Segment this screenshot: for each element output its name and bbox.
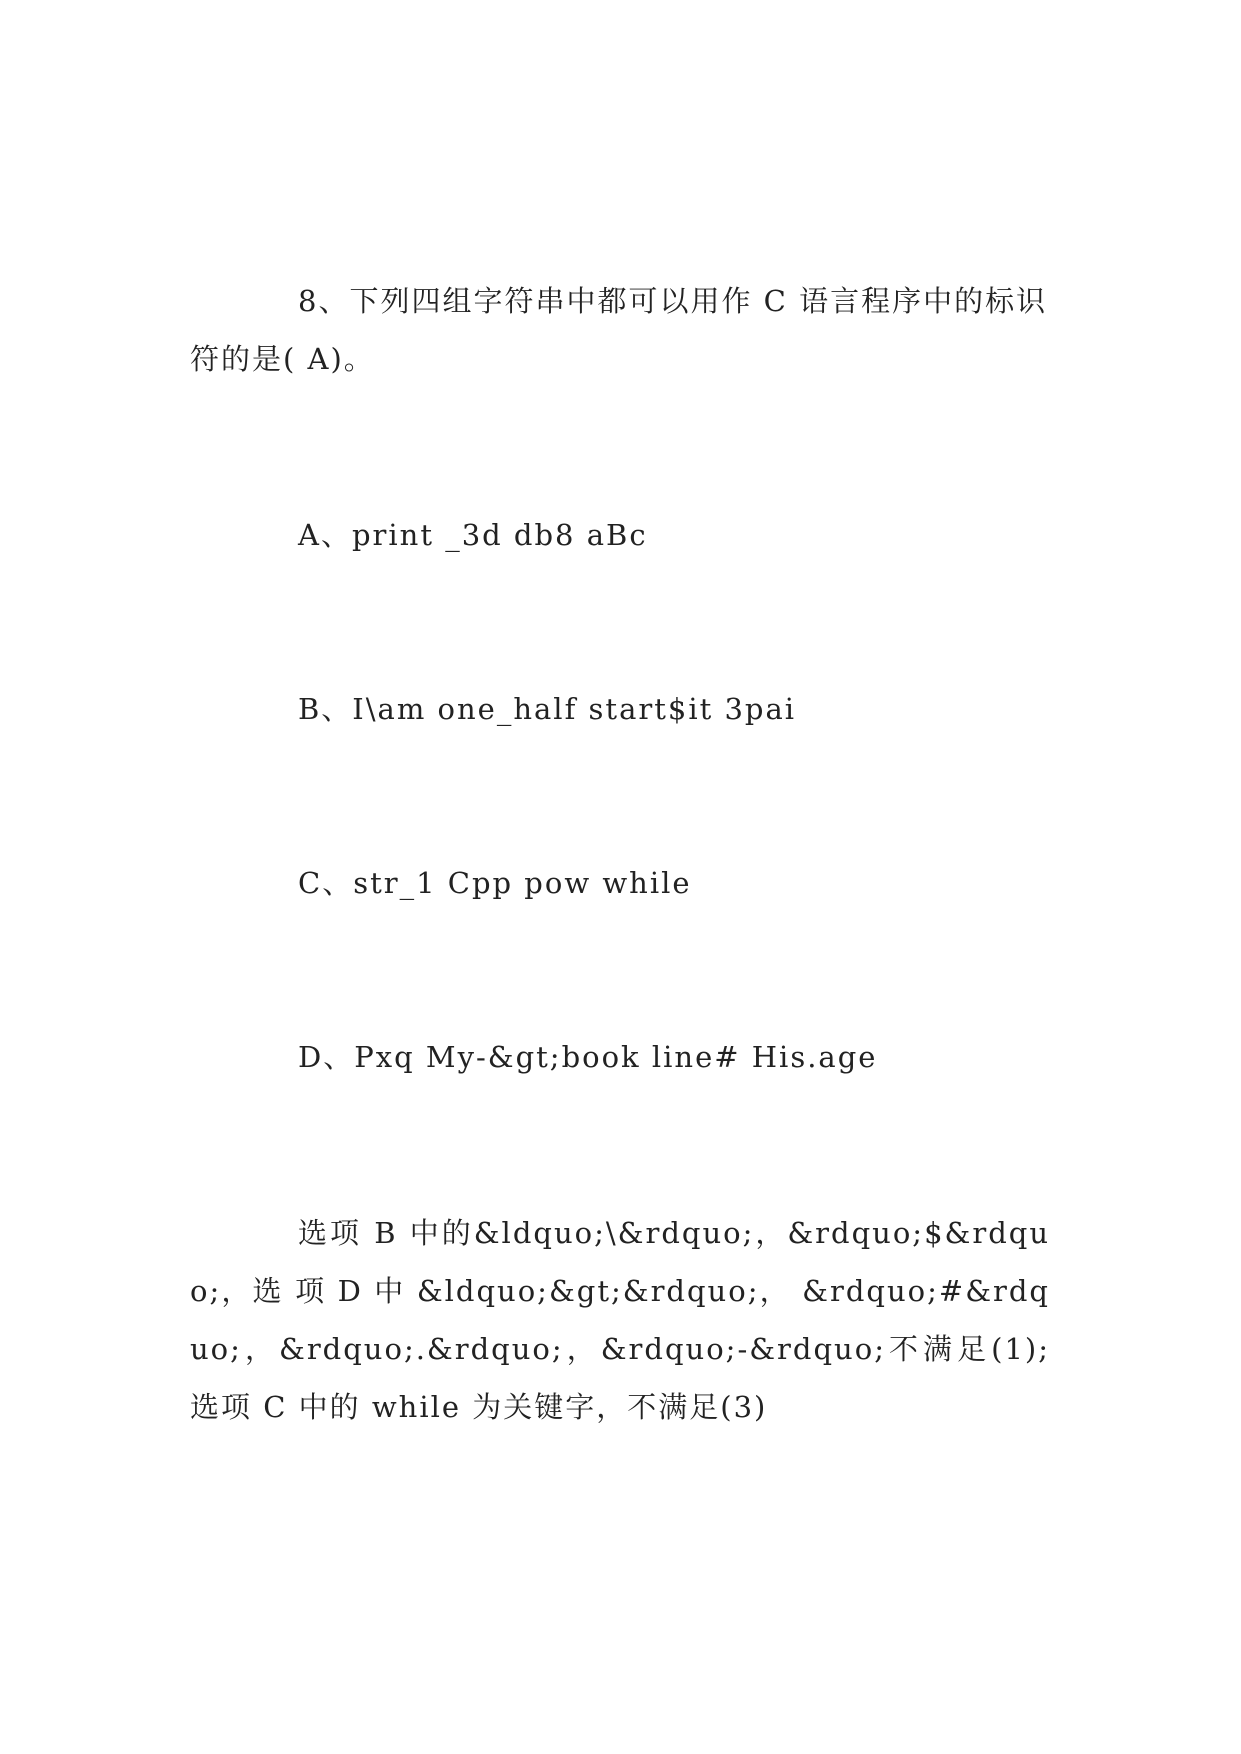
option-a: A、print _3d db8 aBc — [298, 518, 648, 552]
question-text: 8、下列四组字符串中都可以用作 C 语言程序中的标识符的是( A)。 — [190, 284, 1048, 376]
explanation-text: 选项 B 中的&ldquo;\&rdquo;，&rdquo;$&rdquo;，选 项 D 中 &ldquo;&gt;&rdquo;， &rdquo;#&rdquo;，&rdquo;.&rdquo;，&rdquo;-&rdquo;不满足(1);选项 C 中的 while 为关键字，不满足(3) — [190, 1216, 1050, 1424]
option-c: C、str_1 Cpp pow while — [298, 866, 692, 900]
option-d: D、Pxq My-&gt;book line# His.age — [298, 1040, 878, 1074]
document-content — [190, 272, 1050, 1436]
option-b: B、I\am one_half start$it 3pai — [298, 692, 797, 726]
